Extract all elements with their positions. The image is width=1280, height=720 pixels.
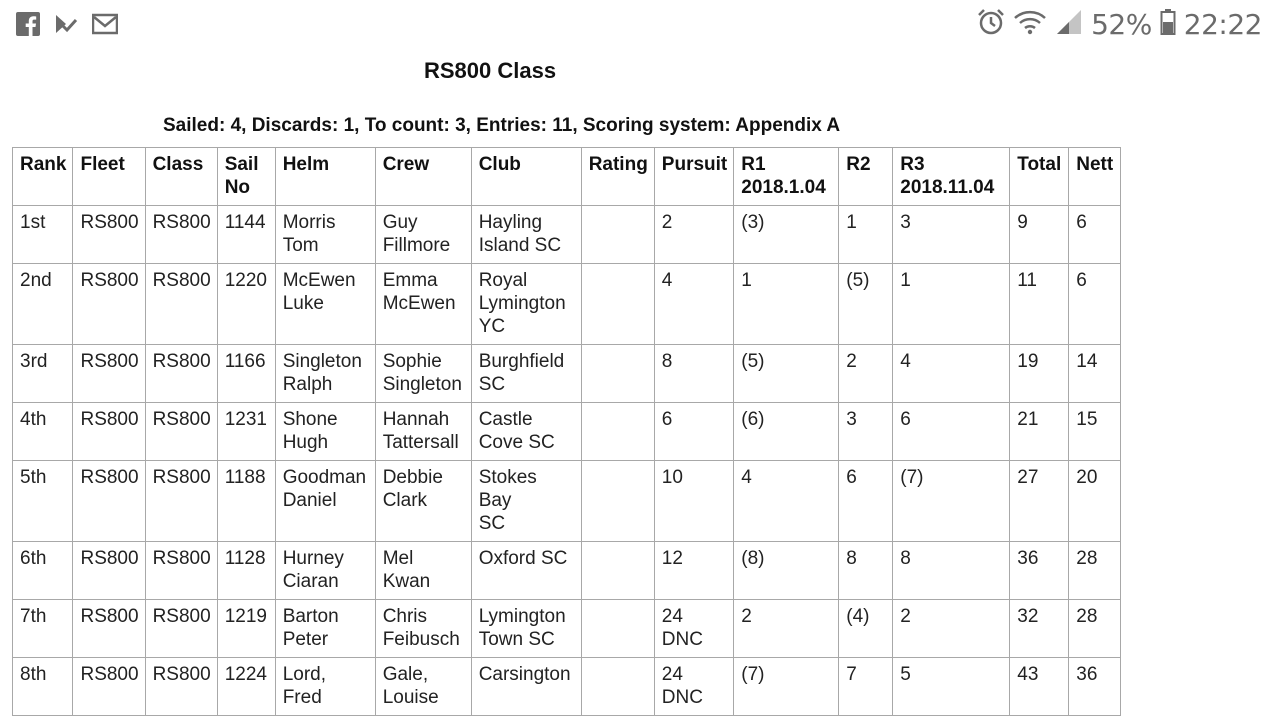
cell-club-line: Lymington [478,293,566,314]
header-pursuit: Pursuit [654,148,733,206]
header-nett: Nett [1069,148,1121,206]
cell-helm-line: Singleton [282,351,362,372]
cell-crew-line: Fillmore [382,235,451,256]
cell-total: 27 [1010,461,1069,542]
cell-club [471,264,581,345]
cell-club [471,542,581,600]
cell-pursuit [654,206,733,264]
cell-club [471,600,581,658]
cell-crew-line: Chris [382,606,428,627]
cell-helm-line: Fred [282,687,322,708]
cell-r2: 1 [839,206,893,264]
header-rank: Rank [13,148,73,206]
cell-pursuit-line: 10 [661,467,683,488]
cell-crew-line: Louise [382,687,439,708]
table-row [13,403,1121,461]
cell-crew-line: Guy [382,212,418,233]
cell-r3: 4 [893,345,1010,403]
header-helm: Helm [275,148,375,206]
table-row [13,542,1121,600]
cell-crew-line: Hannah [382,409,450,430]
cell-total: 36 [1010,542,1069,600]
cell-club [471,461,581,542]
table-row [13,658,1121,716]
cell-club-line: Carsington [478,664,571,685]
cell-class: RS800 [145,403,217,461]
cell-club [471,658,581,716]
cell-pursuit [654,264,733,345]
header-r1-line1: R1 [741,154,766,175]
battery-icon [1160,8,1176,41]
cell-pursuit-line: 6 [661,409,673,430]
cell-helm [275,403,375,461]
cell-helm-line: Ciaran [282,571,339,592]
cell-nett: 36 [1069,658,1121,716]
cell-total: 9 [1010,206,1069,264]
cell-helm-line: Lord, [282,664,326,685]
cell-crew [375,345,471,403]
clock: 22:22 [1183,8,1262,41]
cell-club-line: Castle [478,409,533,430]
results-body [13,206,1121,716]
cell-helm [275,206,375,264]
facebook-icon [16,12,40,41]
cell-pursuit [654,542,733,600]
header-r1-line2: 2018.1.04 [741,177,826,198]
cell-r3: 8 [893,542,1010,600]
cell-r2: 6 [839,461,893,542]
cell-r3: 1 [893,264,1010,345]
cell-club-line: Stokes Bay [478,467,537,511]
cell-r2: 3 [839,403,893,461]
table-row [13,206,1121,264]
page-title: RS800 Class [424,58,557,83]
header-sail-no [217,148,275,206]
cell-nett: 6 [1069,206,1121,264]
cell-pursuit-line: 12 [661,548,683,569]
header-sail-line1: Sail [224,154,259,175]
cell-club-line: Burghfield [478,351,565,372]
signal-icon [1055,8,1083,41]
cell-helm [275,264,375,345]
cell-rank: 7th [13,600,73,658]
cell-crew-line: Kwan [382,571,431,592]
cell-helm-line: Hurney [282,548,344,569]
cell-pursuit-line: DNC [661,687,703,708]
cell-club [471,345,581,403]
header-r3 [893,148,1010,206]
cell-helm-line: Barton [282,606,339,627]
cell-class: RS800 [145,600,217,658]
cell-club-line: YC [478,316,506,337]
cell-sail-no: 1231 [217,403,275,461]
cell-fleet: RS800 [73,461,145,542]
cell-helm-line: Shone [282,409,338,430]
cell-pursuit [654,403,733,461]
cell-club-line: Hayling [478,212,543,233]
cell-pursuit-line: 2 [661,212,673,233]
cell-sail-no: 1128 [217,542,275,600]
cell-nett: 15 [1069,403,1121,461]
cell-rank: 6th [13,542,73,600]
cell-rating [581,264,654,345]
cell-helm [275,658,375,716]
header-club: Club [471,148,581,206]
cell-club-line: SC [478,513,506,534]
cell-r1: (6) [734,403,839,461]
battery-percent: 52% [1091,8,1152,41]
cell-rank: 3rd [13,345,73,403]
cell-sail-no: 1144 [217,206,275,264]
cell-crew-line: Singleton [382,374,462,395]
cell-class: RS800 [145,206,217,264]
cell-club-line: Lymington [478,606,566,627]
cell-helm [275,345,375,403]
cell-nett: 28 [1069,542,1121,600]
cell-crew [375,403,471,461]
table-row [13,600,1121,658]
cell-rank: 1st [13,206,73,264]
results-table [12,147,1121,716]
cell-rank: 8th [13,658,73,716]
header-sail-line2: No [224,177,251,198]
cell-r2: 2 [839,345,893,403]
cell-crew-line: Gale, [382,664,429,685]
cell-class: RS800 [145,542,217,600]
race-summary: Sailed: 4, Discards: 1, To count: 3, Entries: 11, Scoring system: Appendix A [163,115,841,136]
cell-crew-line: Mel [382,548,414,569]
status-bar [0,0,1280,48]
cell-rating [581,658,654,716]
cell-r1: 4 [734,461,839,542]
cell-r1: (7) [734,658,839,716]
cell-crew-line: Clark [382,490,428,511]
cell-helm [275,542,375,600]
mail-icon [92,13,118,40]
cell-r3: 5 [893,658,1010,716]
cell-crew-line: Sophie [382,351,442,372]
cell-crew [375,264,471,345]
cell-crew [375,658,471,716]
cell-pursuit [654,600,733,658]
cell-r1: (8) [734,542,839,600]
cell-class: RS800 [145,658,217,716]
cell-rating [581,345,654,403]
alarm-icon [977,8,1005,41]
cell-class: RS800 [145,461,217,542]
cell-nett: 28 [1069,600,1121,658]
cell-crew [375,600,471,658]
cell-pursuit-line: 4 [661,270,673,291]
cell-rating [581,206,654,264]
header-r3-line2: 2018.11.04 [900,177,995,198]
cell-r1: (3) [734,206,839,264]
cell-helm-line: Luke [282,293,324,314]
cell-total: 43 [1010,658,1069,716]
cell-sail-no: 1220 [217,264,275,345]
cell-class: RS800 [145,264,217,345]
cell-total: 32 [1010,600,1069,658]
notification-icons [16,12,118,41]
cell-sail-no: 1188 [217,461,275,542]
cell-sail-no: 1219 [217,600,275,658]
cell-nett: 20 [1069,461,1121,542]
system-status [977,8,1262,41]
cell-crew [375,461,471,542]
cell-r3: 2 [893,600,1010,658]
table-row [13,264,1121,345]
cell-helm-line: Goodman [282,467,367,488]
cell-helm-line: Tom [282,235,319,256]
cell-total: 19 [1010,345,1069,403]
cell-class: RS800 [145,345,217,403]
cell-pursuit-line: 8 [661,351,673,372]
cell-r2: 8 [839,542,893,600]
cell-rank: 5th [13,461,73,542]
cell-rating [581,403,654,461]
cell-r1: (5) [734,345,839,403]
cell-crew-line: Feibusch [382,629,460,650]
header-r1 [734,148,839,206]
cell-total: 21 [1010,403,1069,461]
cell-rank: 4th [13,403,73,461]
cell-pursuit [654,658,733,716]
wifi-icon [1013,8,1047,41]
cell-fleet: RS800 [73,403,145,461]
cell-club [471,206,581,264]
cell-crew-line: McEwen [382,293,456,314]
cell-club-line: SC [478,374,506,395]
cell-rating [581,461,654,542]
cell-rating [581,542,654,600]
cell-fleet: RS800 [73,658,145,716]
header-rating: Rating [581,148,654,206]
cell-r1: 1 [734,264,839,345]
cell-pursuit [654,345,733,403]
table-header-row [13,148,1121,206]
cell-helm-line: Morris [282,212,336,233]
cell-helm [275,600,375,658]
cell-rank: 2nd [13,264,73,345]
cell-nett: 6 [1069,264,1121,345]
cell-pursuit [654,461,733,542]
cell-r3: 3 [893,206,1010,264]
header-total: Total [1010,148,1069,206]
cell-rating [581,600,654,658]
cell-helm-line: Daniel [282,490,337,511]
cell-pursuit-line: DNC [661,629,703,650]
cell-nett: 14 [1069,345,1121,403]
cell-helm-line: McEwen [282,270,356,291]
cell-crew [375,206,471,264]
cell-pursuit-line: 24 [661,606,683,627]
header-r3-line1: R3 [900,154,925,175]
cell-club [471,403,581,461]
cell-pursuit-line: 24 [661,664,683,685]
cell-r2: 7 [839,658,893,716]
cell-club-line: Town SC [478,629,555,650]
cell-helm [275,461,375,542]
header-crew: Crew [375,148,471,206]
cell-fleet: RS800 [73,264,145,345]
cell-sail-no: 1224 [217,658,275,716]
cell-r2: (5) [839,264,893,345]
table-row [13,345,1121,403]
cell-total: 11 [1010,264,1069,345]
cell-crew-line: Debbie [382,467,443,488]
cell-helm-line: Hugh [282,432,329,453]
cell-crew-line: Tattersall [382,432,459,453]
cell-club-line: Island SC [478,235,562,256]
header-fleet: Fleet [73,148,145,206]
cell-r2: (4) [839,600,893,658]
cell-club-line: Oxford SC [478,548,568,569]
cell-club-line: Cove SC [478,432,555,453]
cell-sail-no: 1166 [217,345,275,403]
cell-r3: (7) [893,461,1010,542]
cell-fleet: RS800 [73,542,145,600]
table-row [13,461,1121,542]
header-r2: R2 [839,148,893,206]
cell-fleet: RS800 [73,345,145,403]
cell-helm-line: Ralph [282,374,333,395]
header-class: Class [145,148,217,206]
cell-crew-line: Emma [382,270,438,291]
cell-fleet: RS800 [73,600,145,658]
cell-r1: 2 [734,600,839,658]
cell-r3: 6 [893,403,1010,461]
cell-crew [375,542,471,600]
cell-helm-line: Peter [282,629,329,650]
cell-fleet: RS800 [73,206,145,264]
cell-club-line: Royal [478,270,528,291]
missed-check-icon [54,12,78,41]
